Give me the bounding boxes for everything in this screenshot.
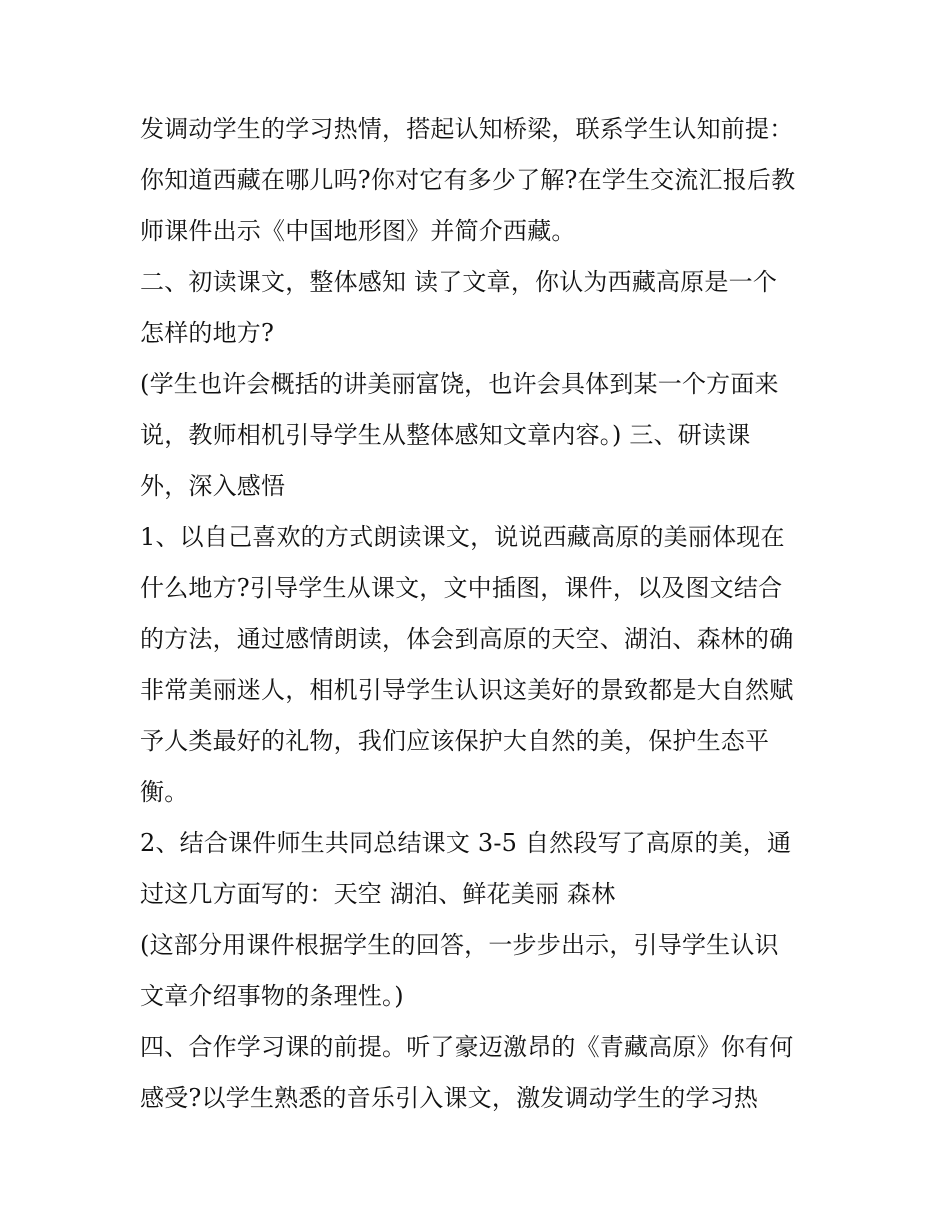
text-line: 外，深入感悟 <box>140 472 286 500</box>
text-line: 你知道西藏在哪儿吗?你对它有多少了解?在学生交流汇报后教 <box>140 166 796 194</box>
body-text <box>140 104 820 1124</box>
text-line: 文章介绍事物的条理性。) <box>140 982 404 1010</box>
list-item-line: 2、结合课件师生共同总结课文 3-5 自然段写了高原的美，通 <box>140 829 792 857</box>
list-item-line: 1、以自己喜欢的方式朗读课文，说说西藏高原的美丽体现在 <box>140 523 785 551</box>
text-line: 说，教师相机引导学生从整体感知文章内容。) 三、研读课 <box>140 421 751 449</box>
text-line: 予人类最好的礼物，我们应该保护大自然的美，保护生态平 <box>140 727 770 755</box>
text-line: 过这几方面写的：天空 湖泊、鲜花美丽 森林 <box>140 880 616 908</box>
text-line: 衡。 <box>140 778 189 806</box>
text-line: 什么地方?引导学生从课文，文中插图，课件，以及图文结合 <box>140 574 783 602</box>
text-line: (学生也许会概括的讲美丽富饶，也许会具体到某一个方面来 <box>140 370 779 398</box>
text-line: 发调动学生的学习热情，搭起认知桥梁，联系学生认知前提： <box>140 115 794 143</box>
section-heading-line: 四、合作学习课的前提。听了豪迈激昂的《青藏高原》你有何 <box>140 1033 794 1061</box>
text-line: 非常美丽迷人，相机引导学生认识这美好的景致都是大自然赋 <box>140 676 794 704</box>
text-line: 师课件出示《中国地形图》并简介西藏。 <box>140 217 576 245</box>
text-line: 怎样的地方? <box>140 319 275 347</box>
text-line: (这部分用课件根据学生的回答，一步步出示，引导学生认识 <box>140 931 779 959</box>
section-heading-line: 二、初读课文，整体感知 读了文章，你认为西藏高原是一个 <box>140 268 778 296</box>
text-line: 的方法，通过感情朗读，体会到高原的天空、湖泊、森林的确 <box>140 625 794 653</box>
text-line: 感受?以学生熟悉的音乐引入课文，激发调动学生的学习热 <box>140 1084 759 1112</box>
